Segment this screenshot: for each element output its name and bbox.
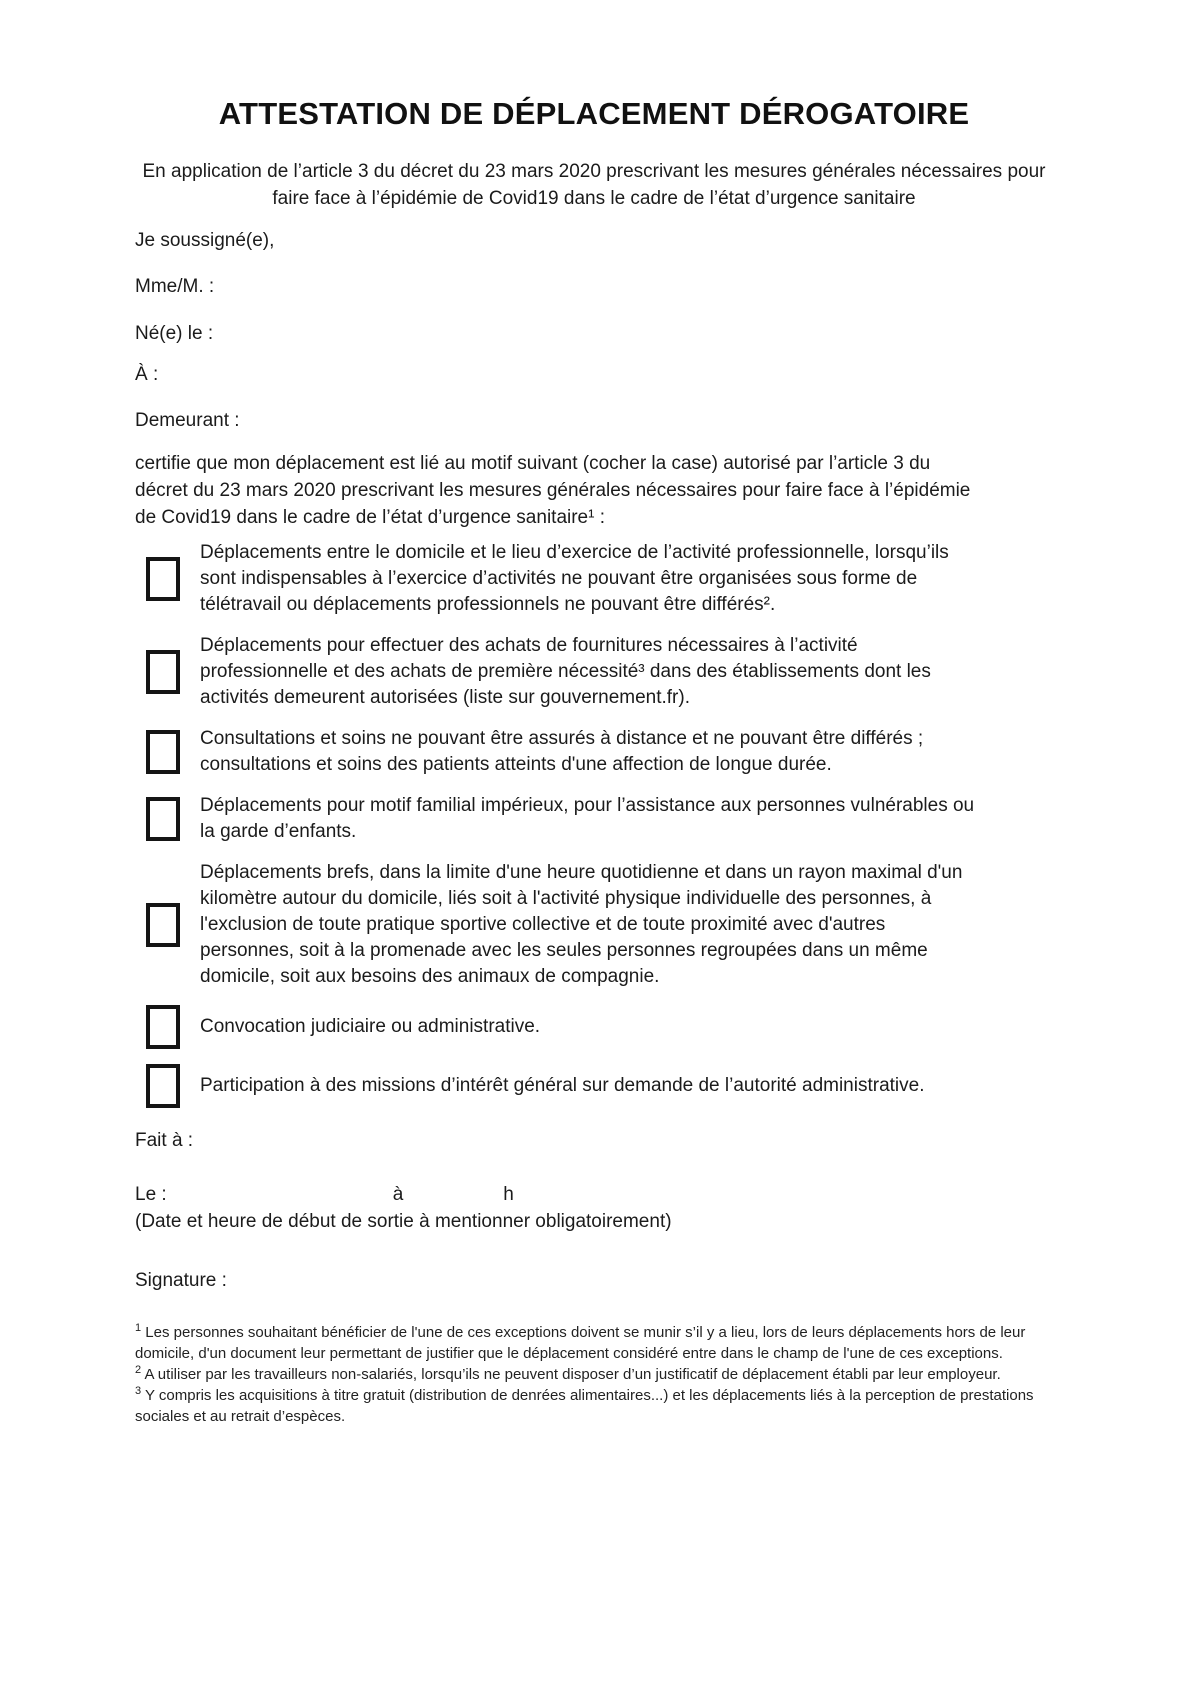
reason-checkbox-work[interactable] — [146, 557, 180, 601]
reason-text-exercise: Déplacements brefs, dans la limite d'une heure quotidienne et dans un rayon maximal d'un kilomètre autour du domicile, liés soit à l'activité physique individuelle des personnes, à l'exclusion de toute pratique sportive collective et de toute proximité avec d'autres personnes, soit à la promenade avec les seules personnes regroupées dans un même domicile, soit aux besoins des animaux de compagnie. — [200, 862, 963, 987]
reason-checkbox-family[interactable] — [146, 797, 180, 841]
footnote-3-marker: 3 — [135, 1385, 142, 1397]
birthplace-field[interactable] — [158, 362, 1068, 388]
field-row-birthplace — [135, 362, 1068, 388]
footnote-3-text: Y compris les acquisitions à titre gratuit (distribution de denrées alimentaires...) et les déplacements liés à la perception de prestations sociales et au retrait d’espèces. — [135, 1387, 1034, 1425]
field-row-name — [135, 274, 1068, 300]
date-signed-label: Le : — [135, 1184, 167, 1205]
intro-line: Je soussigné(e), — [135, 230, 275, 251]
birthdate-label: Né(e) le : — [135, 323, 214, 344]
reason-text-work: Déplacements entre le domicile et le lieu d’exercice de l’activité professionnelle, lorsqu’ils sont indispensables à l’exercice d’activités ne pouvant être organisées sous forme de télétravail ou déplacements professionnels ne pouvant être différés². — [200, 542, 949, 615]
reason-checkbox-mission[interactable] — [146, 1064, 180, 1108]
name-field[interactable] — [214, 274, 1068, 300]
reason-text-judicial: Convocation judiciaire ou administrative. — [200, 1016, 541, 1037]
signature-field[interactable] — [227, 1268, 635, 1294]
footnote-2-marker: 2 — [135, 1364, 142, 1376]
field-row-birthdate — [135, 321, 1068, 347]
reason-text-health: Consultations et soins ne pouvant être assurés à distance et ne pouvant être différés ; consultations et soins des patients atteints d'une affection de longue durée. — [200, 728, 924, 775]
field-row-date-signed — [135, 1182, 514, 1208]
at-label: à — [392, 1184, 404, 1205]
field-row-signature — [135, 1268, 635, 1294]
reason-row-exercise — [146, 860, 976, 990]
reason-row-health — [146, 726, 976, 778]
address-field[interactable] — [240, 408, 1068, 434]
footnotes-block — [135, 1322, 1083, 1427]
reason-checkbox-judicial[interactable] — [146, 1005, 180, 1049]
reason-checkbox-exercise[interactable] — [146, 903, 180, 947]
address-label: Demeurant : — [135, 410, 240, 431]
page-title: ATTESTATION DE DÉPLACEMENT DÉROGATOIRE — [218, 96, 970, 131]
certification-paragraph: certifie que mon déplacement est lié au motif suivant (cocher la case) autorisé par l’article 3 du décret du 23 mars 2020 prescrivant les mesures générales nécessaires pour faire face à l’épidémie de Covid19 dans le cadre de l’état d’urgence sanitaire¹ : — [135, 453, 971, 528]
reason-checkbox-groceries[interactable] — [146, 650, 180, 694]
place-signed-label: Fait à : — [135, 1130, 194, 1151]
footnote-2-text: A utiliser par les travailleurs non-salariés, lorsqu’ils ne peuvent disposer d’un justificatif de déplacement établi par leur employeur. — [141, 1366, 1001, 1383]
field-row-address — [135, 408, 1068, 434]
reason-row-mission — [146, 1064, 976, 1108]
reason-text-family: Déplacements pour motif familial impérieux, pour l’assistance aux personnes vulnérables ou la garde d’enfants. — [200, 795, 975, 842]
birthplace-label: À : — [135, 364, 159, 385]
reason-row-judicial — [146, 1005, 976, 1049]
reason-row-groceries — [146, 633, 976, 711]
date-note: (Date et heure de début de sortie à mentionner obligatoirement) — [135, 1211, 672, 1232]
hour-label: h — [503, 1184, 514, 1205]
reason-row-family — [146, 793, 976, 845]
reason-row-work — [146, 540, 976, 618]
birthdate-field[interactable] — [213, 321, 1068, 347]
signature-label: Signature : — [135, 1270, 227, 1291]
page-subtitle: En application de l’article 3 du décret du 23 mars 2020 prescrivant les mesures générales nécessaires pour faire face à l’épidémie de Covid19 dans le cadre de l’état d’urgence sanitaire — [142, 161, 1046, 209]
footnote-1-text: Les personnes souhaitant bénéficier de l'une de ces exceptions doivent se munir s’il y a lieu, lors de leurs déplacements hors de leur domicile, d'un document leur permettant de justifier que le déplacement considéré entre dans le champ de l'une de ces exceptions. — [135, 1324, 1026, 1362]
field-row-place-signed — [135, 1128, 635, 1154]
name-label: Mme/M. : — [135, 276, 215, 297]
reason-checkbox-health[interactable] — [146, 730, 180, 774]
reasons-list — [146, 540, 976, 1108]
footnote-1-marker: 1 — [135, 1322, 142, 1334]
reason-text-groceries: Déplacements pour effectuer des achats de fournitures nécessaires à l’activité professionnelle et des achats de première nécessité³ dans des établissements dont les activités demeurent autorisées (liste sur gouvernement.fr). — [200, 635, 931, 708]
reason-text-mission: Participation à des missions d’intérêt général sur demande de l’autorité administrative. — [200, 1075, 925, 1096]
place-signed-field[interactable] — [193, 1128, 635, 1154]
